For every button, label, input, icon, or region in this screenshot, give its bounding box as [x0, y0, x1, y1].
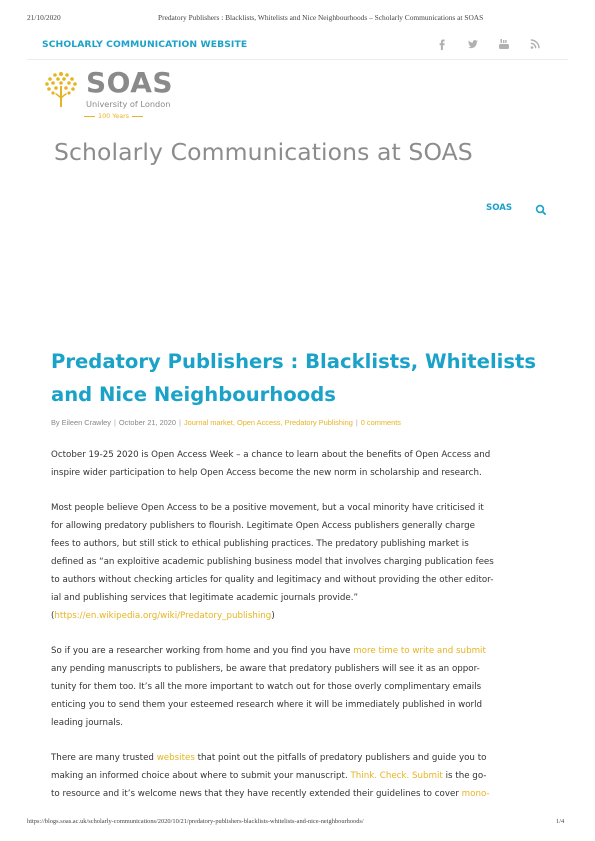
paragraph-line: leading journals.	[51, 718, 123, 728]
paragraph-line: Most people believe Open Access to be a positive movement, but a vocal minority have criticised it	[51, 503, 484, 513]
paragraph-line: There are many trusted websites that point out the pitfalls of predatory publishers and guide you to	[51, 753, 487, 763]
post-author[interactable]: By Eileen Crawley	[51, 418, 111, 427]
site-title[interactable]: Scholarly Communications at SOAS	[54, 138, 473, 166]
facebook-icon[interactable]	[435, 37, 449, 51]
social-links	[435, 37, 542, 51]
youtube-icon[interactable]	[497, 37, 511, 51]
paragraph-line: making an informed choice about where to submit your manuscript. Think. Check. Submit is the go-	[51, 771, 487, 781]
soas-logo[interactable]	[40, 68, 180, 126]
nav-item-soas[interactable]: SOAS	[486, 203, 513, 213]
tree-logo-icon	[40, 68, 82, 110]
paragraph-line: tunity for them too. It’s all the more important to watch out for those overly complimentary emails	[51, 682, 482, 692]
monographs-link[interactable]: mono-	[461, 789, 490, 799]
category-predatory-publishing[interactable]: Predatory Publishing	[284, 418, 353, 427]
paragraph-line: October 19-25 2020 is Open Access Week – a chance to learn about the benefits of Open Access and	[51, 450, 491, 460]
paragraph-line: inspire wider participation to help Open Access become the new norm in scholarship and research.	[51, 468, 482, 478]
post-meta: By Eileen Crawley | October 21, 2020 | Journal market, Open Access, Predatory Publishing | 0 comments	[51, 418, 401, 427]
print-url: https://blogs.soas.ac.uk/scholarly-communications/2020/10/21/predatory-publishers-blacklists-whitelists-and-nice-neighbourhoods/	[27, 818, 364, 825]
think-check-submit-link[interactable]: Think. Check. Submit	[350, 771, 443, 781]
main-nav	[0, 203, 595, 219]
print-doc-title: Predatory Publishers : Blacklists, Whitelists and Nice Neighbourhoods – Scholarly Communications at SOAS	[158, 13, 484, 22]
logo-university: University of London	[86, 99, 171, 109]
rss-icon[interactable]	[528, 37, 542, 51]
print-header	[0, 13, 595, 25]
more-time-link[interactable]: more time to write and submit	[353, 646, 486, 656]
scholarly-website-link[interactable]: SCHOLARLY COMMUNICATION WEBSITE	[42, 39, 248, 50]
twitter-icon[interactable]	[466, 37, 480, 51]
logo-mark: SOAS	[86, 66, 174, 99]
category-journal-market[interactable]: Journal market	[183, 418, 233, 427]
wikipedia-link[interactable]: https://en.wikipedia.org/wiki/Predatory_publishing	[54, 611, 272, 621]
paragraph-line: So if you are a researcher working from home and you find you have more time to write and submit	[51, 646, 486, 656]
print-date: 21/10/2020	[27, 13, 61, 22]
post-date: October 21, 2020	[118, 418, 177, 427]
paragraph-line: to authors without checking articles for quality and legitimacy and without providing the other editor-	[51, 575, 494, 585]
paragraph-line: ial and publishing services that legitimate academic journals provide.”	[51, 593, 358, 603]
paragraph-line: to resource and it’s welcome news that they have recently extended their guidelines to cover mono-	[51, 789, 490, 799]
post-title: Predatory Publishers : Blacklists, Whitelists and Nice Neighbourhoods	[51, 350, 537, 406]
comments-link[interactable]: 0 comments	[360, 418, 401, 427]
post-content	[51, 446, 549, 803]
logo-years-text: 100 Years	[98, 112, 130, 120]
paragraph-line: (https://en.wikipedia.org/wiki/Predatory_publishing)	[51, 611, 275, 621]
print-page-number: 1/4	[556, 818, 565, 825]
paragraph-line: any pending manuscripts to publishers, be aware that predatory publishers will see it as an oppor-	[51, 664, 480, 674]
paragraph-line: for allowing predatory publishers to flourish. Legitimate Open Access publishers generally charge	[51, 521, 476, 531]
logo-years	[84, 112, 143, 120]
search-icon[interactable]	[535, 203, 547, 215]
topbar	[27, 34, 568, 60]
category-open-access[interactable]: Open Access	[236, 418, 281, 427]
paragraph-line: enticing you to send them your esteemed research where it will be immediately published in world	[51, 700, 483, 710]
paragraph-line: defined as “an exploitive academic publishing business model that involves charging publication fees	[51, 557, 494, 567]
paragraph-line: fees to authors, but still stick to ethical publishing practices. The predatory publishing market is	[51, 539, 469, 549]
print-footer	[0, 818, 595, 830]
websites-link[interactable]: websites	[156, 753, 195, 763]
